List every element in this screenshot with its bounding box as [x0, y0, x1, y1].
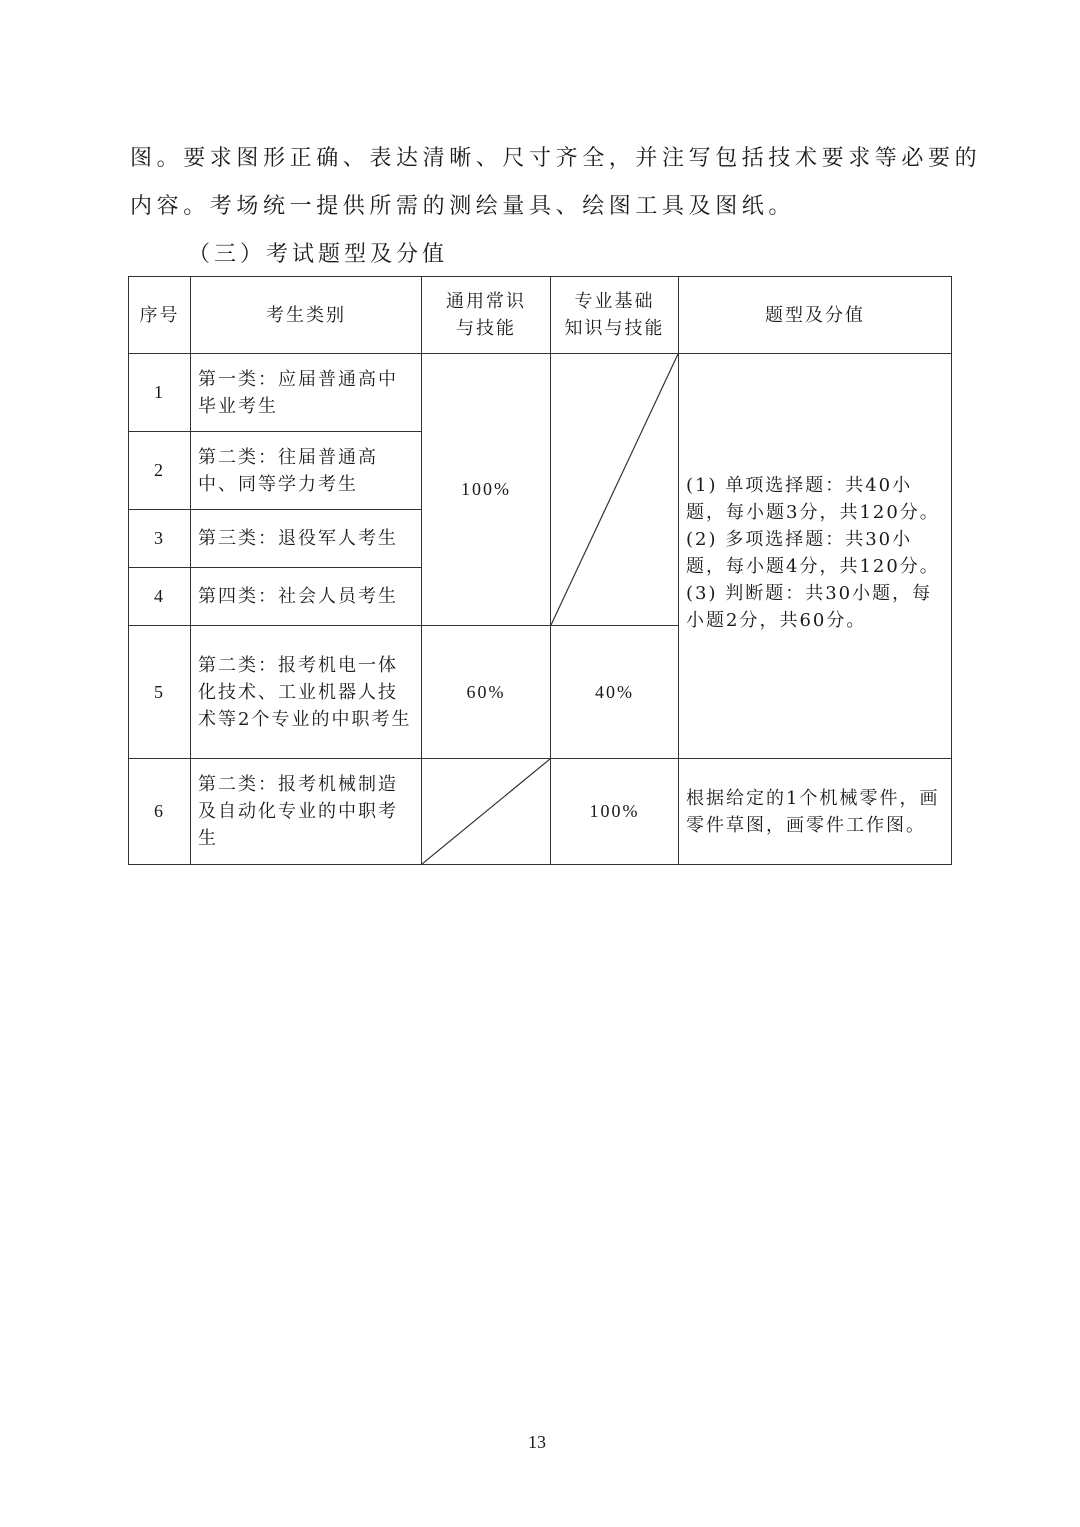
general-score-rows-1-4: 100%: [422, 354, 551, 626]
row-index: 5: [129, 626, 191, 759]
row-category: 第一类：应届普通高中毕业考生: [191, 354, 422, 432]
table-row: [129, 759, 952, 865]
diagonal-slash-icon: [551, 354, 678, 625]
header-general: 通用常识 与技能: [422, 277, 551, 354]
row-general-score: 60%: [422, 626, 551, 759]
row-category: 第二类：报考机电一体化技术、工业机器人技术等2个专业的中职考生: [191, 626, 422, 759]
row-question-types: 根据给定的1个机械零件，画零件草图，画零件工作图。: [679, 759, 952, 865]
paragraph-line-2: 内容。考场统一提供所需的测绘量具、绘图工具及图纸。: [130, 194, 796, 219]
row-category: 第二类：往届普通高中、同等学力考生: [191, 432, 422, 510]
question-type-2: (2) 多项选择题：共30小题，每小题4分，共120分。: [686, 529, 940, 577]
table-row: [129, 354, 952, 432]
section-heading: （三）考试题型及分值: [188, 242, 449, 267]
row-index: 2: [129, 432, 191, 510]
row-category: 第四类：社会人员考生: [191, 568, 422, 626]
paragraph-line-1: 图。要求图形正确、表达清晰、尺寸齐全，并注写包括技术要求等必要的: [130, 146, 982, 171]
row-index: 3: [129, 510, 191, 568]
header-professional: 专业基础 知识与技能: [551, 277, 679, 354]
row-category: 第二类：报考机械制造及自动化专业的中职考生: [191, 759, 422, 865]
general-na-row-6: [422, 759, 551, 865]
row-professional-score: 100%: [551, 759, 679, 865]
row-professional-score: 40%: [551, 626, 679, 759]
question-type-1: (1) 单项选择题：共40小题，每小题3分，共120分。: [686, 475, 940, 523]
professional-na-rows-1-4: [551, 354, 679, 626]
header-category: 考生类别: [191, 277, 422, 354]
page-number: 13: [528, 1432, 546, 1452]
row-index: 1: [129, 354, 191, 432]
table-header-row: [129, 277, 952, 354]
row-category: 第三类：退役军人考生: [191, 510, 422, 568]
exam-score-table: [128, 276, 952, 865]
question-types-rows-1-5: [679, 354, 952, 759]
header-index: 序号: [129, 277, 191, 354]
header-question-types: 题型及分值: [679, 277, 952, 354]
row-index: 6: [129, 759, 191, 865]
row-index: 4: [129, 568, 191, 626]
diagonal-slash-icon: [422, 759, 550, 864]
question-type-3: (3) 判断题：共30小题，每小题2分，共60分。: [686, 583, 933, 631]
